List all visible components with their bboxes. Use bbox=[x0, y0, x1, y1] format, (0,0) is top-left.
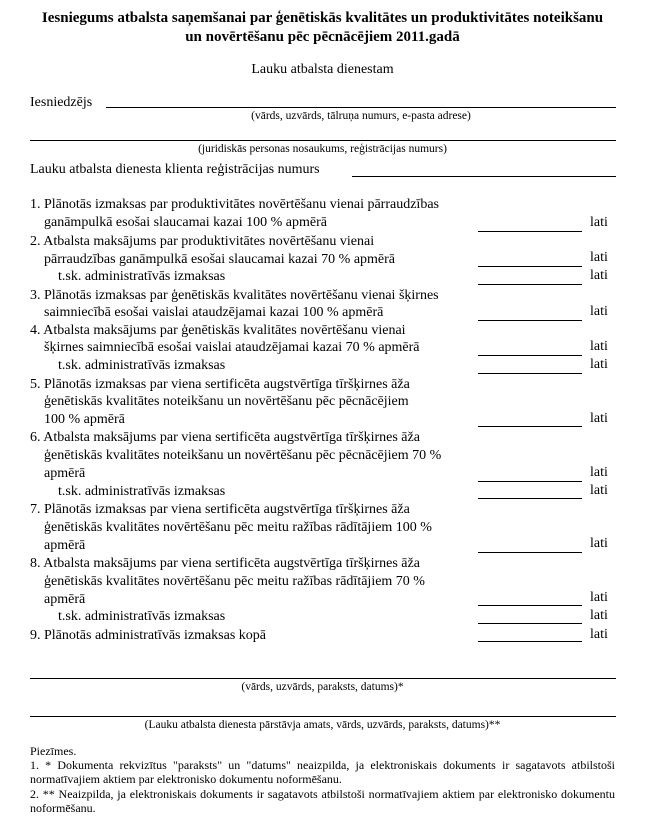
item-6-line-2: ģenētiskās kvalitātes noteikšanu un novērtēšanu pēc pēcnācējiem 70 % bbox=[44, 448, 442, 463]
item-8-unit: lati bbox=[590, 590, 608, 605]
item-2-sub-unit: lati bbox=[590, 268, 608, 283]
item-6-line-1: 6. Atbalsta maksājums par viena sertificēta augstvērtīga tīršķirnes āža bbox=[30, 430, 420, 445]
item-1-unit: lati bbox=[590, 215, 608, 230]
note-1: 1. * Dokumenta rekvizītus "paraksts" un "datums" neaizpilda, ja elektroniskais dokuments ir sagatavots atbilstoši normatīvajiem aktiem par elektronisko dokumentu noformēšanu. bbox=[30, 758, 615, 786]
item-8-line-1: 8. Atbalsta maksājums par viena sertificēta augstvērtīga tīršķirnes āža bbox=[30, 556, 420, 571]
item-3-unit: lati bbox=[590, 304, 608, 319]
item-4-unit: lati bbox=[590, 339, 608, 354]
submitter-field-line[interactable] bbox=[106, 107, 616, 108]
item-1-line-2: ganāmpulkā esošai slaucamai kazai 100 % apmērā bbox=[44, 215, 327, 230]
item-4-line-2: šķirnes saimniecībā esošai vaislai ataudzējamai kazai 70 % apmērā bbox=[44, 340, 420, 355]
signature-hint: (vārds, uzvārds, paraksts, datums)* bbox=[241, 681, 404, 693]
item-1-line-1: 1. Plānotās izmaksas par produktivitātes novērtēšanu vienai pārraudzības bbox=[30, 197, 439, 212]
item-5-amount-field[interactable] bbox=[478, 426, 582, 427]
submitter-label: Iesniedzējs bbox=[30, 95, 93, 110]
item-7-amount-field[interactable] bbox=[478, 552, 582, 553]
item-7-unit: lati bbox=[590, 536, 608, 551]
item-7-line-2: ģenētiskās kvalitātes novērtēšanu pēc meitu ražības rādītājiem 100 % bbox=[44, 520, 432, 535]
client-reg-label: Lauku atbalsta dienesta klienta reģistrācijas numurs bbox=[30, 162, 320, 177]
item-4-amount-field[interactable] bbox=[478, 355, 582, 356]
item-5-line-3: 100 % apmērā bbox=[44, 412, 125, 427]
item-5-line-2: ģenētiskās kvalitātes noteikšanu un novērtēšanu pēc pēcnācējiem bbox=[44, 394, 409, 409]
item-1-amount-field[interactable] bbox=[478, 231, 582, 232]
item-6-unit: lati bbox=[590, 465, 608, 480]
client-reg-field-line[interactable] bbox=[352, 176, 616, 177]
item-4-line-1: 4. Atbalsta maksājums par ģenētiskās kvalitātes novērtēšanu vienai bbox=[30, 323, 406, 338]
addressee: Lauku atbalsta dienestam bbox=[251, 62, 394, 77]
item-6-sub-unit: lati bbox=[590, 483, 608, 498]
representative-hint: (Lauku atbalsta dienesta pārstāvja amats, vārds, uzvārds, paraksts, datums)** bbox=[144, 719, 501, 731]
item-6-sub-label: t.sk. administratīvās izmaksas bbox=[58, 484, 226, 499]
item-9-unit: lati bbox=[590, 627, 608, 642]
signature-field-line[interactable] bbox=[30, 678, 616, 679]
item-8-line-3: apmērā bbox=[44, 592, 86, 607]
item-2-sub-label: t.sk. administratīvās izmaksas bbox=[58, 269, 226, 284]
item-2-line-2: pārraudzības ganāmpulkā esošai slaucamai kazai 70 % apmērā bbox=[44, 252, 396, 267]
item-7-line-3: apmērā bbox=[44, 538, 86, 553]
submitter-person-hint: (vārds, uzvārds, tālruņa numurs, e-pasta adrese) bbox=[251, 110, 471, 122]
item-3-line-2: saimniecībā esošai vaislai ataudzējamai kazai 100 % apmērā bbox=[44, 305, 384, 320]
submitter-legal-field-line[interactable] bbox=[30, 140, 616, 141]
document-title-line-2: un novērtēšanu pēc pēcnācējiem 2011.gadā bbox=[185, 29, 460, 45]
notes-heading: Piezīmes. bbox=[30, 744, 77, 758]
item-2-amount-field[interactable] bbox=[478, 266, 582, 267]
document-title-line-1: Iesniegums atbalsta saņemšanai par ģenētiskās kvalitātes un produktivitātes noteikšanu bbox=[41, 10, 604, 26]
item-7-line-1: 7. Plānotās izmaksas par viena sertificēta augstvērtīga tīršķirnes āža bbox=[30, 502, 410, 517]
note-2: 2. ** Neaizpilda, ja elektroniskais dokuments ir sagatavots atbilstoši normatīvajiem aktiem par elektronisko dokumentu noformēšanu. bbox=[30, 787, 615, 815]
item-5-line-1: 5. Plānotās izmaksas par viena sertificēta augstvērtīga tīršķirnes āža bbox=[30, 377, 410, 392]
item-4-sub-label: t.sk. administratīvās izmaksas bbox=[58, 358, 226, 373]
representative-field-line[interactable] bbox=[30, 716, 616, 717]
item-8-sub-amount-field[interactable] bbox=[478, 623, 582, 624]
item-9-amount-field[interactable] bbox=[478, 641, 582, 642]
item-8-line-2: ģenētiskās kvalitātes novērtēšanu pēc meitu ražības rādītājiem 70 % bbox=[44, 574, 425, 589]
item-4-sub-unit: lati bbox=[590, 357, 608, 372]
item-8-sub-unit: lati bbox=[590, 608, 608, 623]
item-6-sub-amount-field[interactable] bbox=[478, 498, 582, 499]
item-3-line-1: 3. Plānotās izmaksas par ģenētiskās kvalitātes novērtēšanu vienai šķirnes bbox=[30, 288, 439, 303]
item-2-line-1: 2. Atbalsta maksājums par produktivitātes novērtēšanu vienai bbox=[30, 234, 375, 249]
item-9-line-1: 9. Plānotās administratīvās izmaksas kopā bbox=[30, 628, 267, 643]
submitter-legal-hint: (juridiskās personas nosaukums, reģistrācijas numurs) bbox=[198, 143, 447, 155]
item-6-amount-field[interactable] bbox=[478, 481, 582, 482]
item-5-unit: lati bbox=[590, 411, 608, 426]
item-8-amount-field[interactable] bbox=[478, 605, 582, 606]
item-2-unit: lati bbox=[590, 250, 608, 265]
item-4-sub-amount-field[interactable] bbox=[478, 373, 582, 374]
item-2-sub-amount-field[interactable] bbox=[478, 284, 582, 285]
item-8-sub-label: t.sk. administratīvās izmaksas bbox=[58, 609, 226, 624]
item-3-amount-field[interactable] bbox=[478, 320, 582, 321]
item-6-line-3: apmērā bbox=[44, 466, 86, 481]
